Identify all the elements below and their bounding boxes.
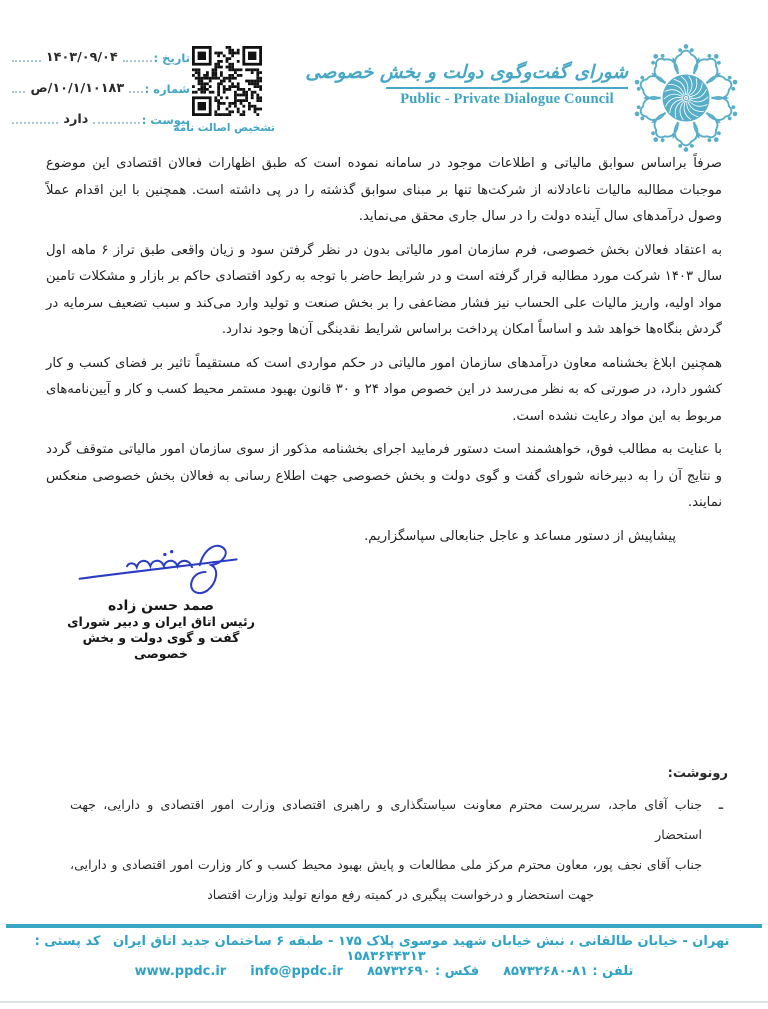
handwritten-signature [71, 540, 251, 602]
cc-item: ـ جناب آقای نجف پور، معاون محترم مرکز ملی مطالعات و پایش بهبود محیط کسب و کار وزارت امور اقتصادی و دارایی، جهت استحضار و درخواست پیگیری در کمیته رفع موانع تولید وزارت اقتصاد [70, 850, 728, 910]
dotted-leader [12, 120, 58, 124]
council-name-en: Public - Private Dialogue Council [400, 91, 614, 107]
date-row [10, 50, 190, 65]
qr-code-icon [192, 44, 262, 118]
paragraph-4: با عنایت به مطالب فوق، خواهشمند است دستور فرمایید اجرای بخشنامه مذکور از سوی سازمان امور مالیاتی متوقف گردد و نتایج آن را به دبیرخانه شورای گفت و گوی دولت و بخش خصوصی جهت اطلاع رسانی به فعالان بخش خصوصی منعکس نمایند. [46, 442, 722, 510]
letter-meta [10, 50, 190, 143]
cc-item: ـ جناب آقای ماجد، سرپرست محترم معاونت سیاستگذاری و راهبری اقتصادی وزارت امور اقتصادی و دارایی، جهت استحضار [70, 790, 728, 850]
footer-divider [6, 924, 762, 928]
number-value: ۱۰/۱/۱۰۱۸۳/ص [30, 81, 125, 96]
letter-body [46, 151, 722, 550]
dotted-leader [123, 58, 152, 62]
brand-text [305, 62, 628, 108]
footer-email: info@ppdc.ir [250, 964, 343, 979]
paragraph-1: صرفاً براساس سوابق مالیاتی و اطلاعات موجود در سامانه نموده است که طبق اظهارات فعالان اقتصادی این موضوع موجبات مطالبه مالیات ناعادلانه از شرکت‌ها تنها بر مبنای سوابق گذشته را در پی داشته است. همچنین با این اقدام عملاً وصول درآمدهای سال آینده دولت را در سال جاری محقق می‌نماید. [46, 156, 722, 224]
closing-line: پیشاپیش از دستور مساعد و عاجل جنابعالی سپاسگزاریم. [364, 528, 676, 544]
signature-block [56, 540, 266, 662]
scan-edge-line [0, 1001, 768, 1003]
date-value: ۱۴۰۳/۰۹/۰۴ [45, 50, 118, 65]
number-row [10, 81, 190, 96]
signer-name: صمد حسن زاده [108, 598, 214, 614]
cc-label: رونوشت: [667, 766, 728, 781]
attachment-label: پیوست : [141, 113, 190, 127]
footer-fax: فکس : ۸۵۷۳۲۶۹۰ [366, 964, 480, 979]
footer-website: www.ppdc.ir [134, 964, 227, 979]
qr-caption: تشخیص اصالت نامه [173, 122, 275, 134]
council-logo-icon [626, 42, 746, 154]
signer-title-1: رئیس اتاق ایران و دبیر شورای [67, 614, 255, 629]
dotted-leader [129, 89, 142, 93]
dotted-leader [93, 120, 139, 124]
council-name-fa: شورای گفت‌وگوی دولت و بخش خصوصی [386, 62, 628, 89]
paragraph-2: به اعتقاد فعالان بخش خصوصی، فرم سازمان امور مالیاتی بدون در نظر گرفتن سود و زیان واقعی طبق تراز ۶ ماهه اول سال ۱۴۰۳ شرکت مورد مطالبه قرار گرفته است و در شرایط حاضر با توجه به رکود اقتصادی حاکم بر بازار و مشکلات تامین مواد اولیه، واریز مالیات علی الحساب نیز فشار مضاعفی را بر بخش صنعت و تولید وارد می‌کند و سبب تضعیف سرمایه در گردش بنگاه‌ها خواهد شد و اساساً امکان پرداخت براساس شرایط نقدینگی آن‌ها وجود ندارد. [46, 242, 723, 337]
footer-address-line [0, 934, 768, 964]
dotted-leader [12, 58, 41, 62]
footer-address: تهران - خیابان طالقانی ، نبش خیابان شهید موسوی پلاک ۱۷۵ - طبقه ۶ ساختمان جدید اتاق ایران [113, 934, 730, 949]
qr-block [173, 44, 275, 134]
number-label: شماره : [144, 82, 190, 96]
dotted-leader [12, 89, 25, 93]
attachment-row [10, 112, 190, 127]
footer-phone: تلفن : ۸۱-۸۵۷۳۲۶۸۰ [503, 964, 634, 979]
footer-contact-line [0, 964, 768, 979]
date-label: تاریخ : [153, 51, 190, 65]
cc-section [70, 766, 728, 910]
paragraph-3: همچنین ابلاغ بخشنامه معاون درآمدهای سازمان امور مالیاتی در حکم مواردی است که مستقیماً تاثیر بر فضای کسب و کار کشور دارد، در صورتی که به نظر می‌رسد در این خصوص مواد ۲۴ و ۳۰ قانون بهبود مستمر محیط کسب و کار و آیین‌نامه‌های مربوط به این مواد رعایت نشده است. [46, 355, 722, 424]
footer-postal-code: کد پستی : ۱۵۸۳۶۴۴۳۱۳ [34, 934, 426, 964]
attachment-value: دارد [63, 112, 89, 127]
signer-title-2: گفت و گوی دولت و بخش خصوصی [82, 630, 240, 661]
